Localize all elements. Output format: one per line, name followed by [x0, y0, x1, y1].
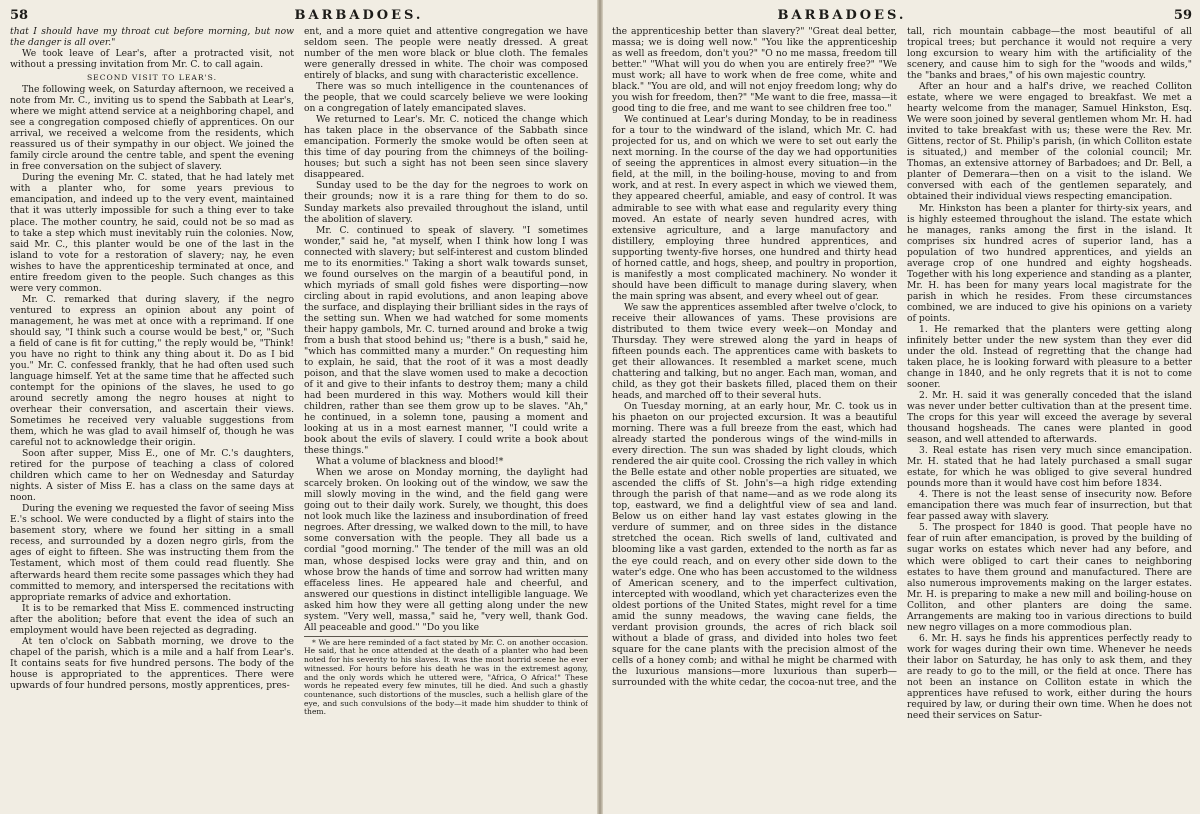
paragraph: Mr. C. remarked that during slavery, if the negro ventured to express an opinion about any point of management, he was met at once with a reprimand. If one should say, "I think such a course would be best," or, "Such a field of cane is fit for cutting," the reply would be, "Think! you have no right to think any thing about it. Do as I bid you." Mr. C. confessed frankly, that he had often used such language himself. Yet at the same time that he affected such contempt for the opinions of the slaves, he used to go around secretly among the negro houses at night to overhear their conversation, and ascertain their views. Sometimes he received very valuable suggestions from them, which he was glad to avail himself of, though he was careful not to acknowledge their origin. — [10, 293, 294, 449]
running-title: BARBADOES. — [294, 8, 424, 23]
paragraph: When we arose on Monday morning, the daylight had scarcely broken. On looking out of the window, we saw the mill slowly moving in the wind, and the field gang were going out to their daily work. Surely, we thought, this does not look much like the laziness and insubordination of freed negroes. After dressing, we walked down to the mill, to have some conversation with the people. They all bade us a cordial "good morning." The tender of the mill was an old man, whose despised locks were gray and thin, and on whose brow the hands of time and sorrow had written many effaceless lines. He appeared hale and cheerful, and answered our questions in distinct intelligible language. We asked him how they were all getting along under the new system. "Very well, massa," said he, "very well, thank God. All peaceable and good." "Do you like — [304, 467, 588, 633]
paragraph: that I should have my throat cut before morning, but now the danger is all over." — [10, 26, 294, 49]
paragraph: 6. Mr. H. says he finds his apprentices perfectly ready to work for wages during their own time. Whenever he needs their labor on Saturday, he has only to ask them, and they are ready to go to the mill, or the field at once. There has not been an instance on Colliton estate in which the apprentices have refused to work, either during the hours required by law, or during their own time. When he does not need their services on Satur- — [907, 632, 1192, 721]
paragraph: Soon after supper, Miss E., one of Mr. C.'s daughters, retired for the purpose of teaching a class of colored children which came to her on Wednesday and Saturday nights. A sister of Miss E. has a class on the same days at noon. — [10, 448, 294, 504]
column-1 — [10, 26, 294, 812]
paragraph: During the evening Mr. C. stated, that he had lately met with a planter who, for some years previous to emancipation, and indeed up to the very event, maintained that it was utterly impossible for such a thing ever to take place. The mother country, he said, could not be so mad as to take a step which must inevitably ruin the colonies. Now, said Mr. C., this planter would be one of the last in the island to vote for a restoration of slavery; nay, he even wishes to have the apprenticeship terminated at once, and entire freedom given to the people. Such changes as this were very common. — [10, 172, 294, 294]
running-head — [10, 6, 588, 24]
running-title: BARBADOES. — [777, 8, 907, 23]
column-2 — [304, 26, 588, 812]
footnote — [304, 636, 588, 717]
column-2 — [907, 26, 1192, 812]
paragraph: the apprenticeship better than slavery?" "Great deal better, massa; we is doing well now." "You like the apprenticeship as well as freedom, don't you?" "O no me massa, freedom till better." "What will you do when you are entirely free?" "We must work; all have to work when de free come, white and black." "You are old, and will not enjoy freedom long; why do you wish for freedom, then?" "Me want to die free, massa—it good ting to die free, and me want to see children free too." — [612, 26, 897, 115]
text-columns — [10, 26, 588, 812]
paragraph: At ten o'clock on Sabbath morning, we drove to the chapel of the parish, which is a mile and a half from Lear's. It contains seats for five hundred persons. The body of the house is appropriated to the apprentices. There were upwards of four hundred persons, mostly apprentices, pres- — [10, 635, 294, 691]
paragraph: 3. Real estate has risen very much since emancipation. Mr. H. stated that he had lately purchased a small sugar estate, for which he was obliged to give several hundred pounds more than it would have cost him before 1834. — [907, 445, 1192, 490]
paragraph: On Tuesday morning, at an early hour, Mr. C. took us in his phaeton on our projected excursion. It was a beautiful morning. There was a full breeze from the east, which had already started the ponderous wings of the wind-mills in every direction. The sun was shaded by light clouds, which rendered the air quite cool. Crossing the rich valley in which the Belle estate and other noble properties are situated, we ascended the cliffs of St. John's—a high ridge extending through the parish of that name—and as we rode along its top, eastward, we find a delightful view of sea and land. Below us on either hand lay vast estates glowing in the verdure of summer, and on three sides in the distance stretched the ocean. Rich swells of land, cultivated and blooming like a vast garden, extended to the north as far as the eye could reach, and on every other side down to the water's edge. One who has been accustomed to the wildness of American scenery, and to the imperfect cultivation, intercepted with woodland, which yet characterizes even the oldest portions of the United States, might revel for a time amid the sunny meadows, the waving cane fields, the verdant provision grounds, the acres of rich black soil without a blade of grass, and divided into holes two feet square for the cane plants with the precision almost of the cells of a honey comb; and withal he might be charmed with the luxurious mansions—more luxurious than superb—surrounded with the white cedar, the cocoa-nut tree, and the — [612, 401, 897, 688]
paragraph: It is to be remarked that Miss E. commenced instructing after the abolition; before that event the idea of such an employment would have been rejected as degrading. — [10, 602, 294, 636]
text-columns — [612, 26, 1192, 812]
paragraph: After an hour and a half's drive, we reached Colliton estate, where we were engaged to breakfast. We met a hearty welcome from the manager, Samuel Hinkston, Esq. We were soon joined by several gentlemen whom Mr. H. had invited to take breakfast with us; these were the Rev. Mr. Gittens, rector of St. Philip's parish, (in which Colliton estate is situated,) and member of the colonial council; Mr. Thomas, an extensive attorney of Barbadoes; and Dr. Bell, a planter of Demerara—then on a visit to the island. We conversed with each of the gentlemen separately, and obtained their individual views respecting emancipation. — [907, 81, 1192, 203]
paragraph: 1. He remarked that the planters were getting along infinitely better under the new system than they ever did under the old. Instead of regretting that the change had taken place, he is looking forward with pleasure to a better change in 1840, and he only regrets that it is not to come sooner. — [907, 323, 1192, 390]
paragraph: 5. The prospect for 1840 is good. That people have no fear of ruin after emancipation, is proved by the building of sugar works on estates which never had any before, and which were obliged to cart their canes to neighboring estates to have them ground and manufactured. There are also numerous improvements making on the larger estates. Mr. H. is preparing to make a new mill and boiling-house on Colliton, and other planters are doing the same. Arrangements are making too in various directions to build new negro villages on a more commodious plan. — [907, 522, 1192, 633]
paragraph: We saw the apprentices assembled after twelve o'clock, to receive their allowances of yams. These provisions are distributed to them twice every week—on Monday and Thursday. They were strewed along the yard in heaps of fifteen pounds each. The apprentices came with baskets to get their allowances. It resembled a market scene, much chattering and talking, but no anger. Each man, woman, and child, as they got their baskets filled, placed them on their heads, and marched off to their several huts. — [612, 301, 897, 402]
paragraph: 4. There is not the least sense of insecurity now. Before emancipation there was much fear of insurrection, but that fear passed away with slavery. — [907, 489, 1192, 523]
paragraph: We returned to Lear's. Mr. C. noticed the change which has taken place in the observance of the Sabbath since emancipation. Formerly the smoke would be often seen at this time of day pouring from the chimneys of the boiling-houses; but such a sight has not been seen since slavery disappeared. — [304, 114, 588, 181]
column-1 — [612, 26, 897, 812]
section-heading: SECOND VISIT TO LEAR'S. — [86, 73, 218, 83]
paragraph: 2. Mr. H. said it was generally conceded that the island was never under better cultivation than at the present time. The crops for this year will exceed the average by several thousand hogsheads. The canes were planted in good season, and well attended to afterwards. — [907, 390, 1192, 446]
paragraph: ent, and a more quiet and attentive congregation we have seldom seen. The people were neatly dressed. A great number of the men wore black or blue cloth. The females were generally dressed in white. The choir was composed entirely of blacks, and sung with characteristic excellence. — [304, 26, 588, 82]
paragraph: The following week, on Saturday afternoon, we received a note from Mr. C., inviting us to spend the Sabbath at Lear's, where we might attend service at a neighboring chapel, and see a congregation composed chiefly of apprentices. On our arrival, we received a welcome from the residents, which reassured us of their sympathy in our object. We joined the family circle around the centre table, and spent the evening in free conversation on the subject of slavery. — [10, 84, 294, 173]
paragraph: Mr. Hinkston has been a planter for thirty-six years, and is highly esteemed throughout the island. The estate which he manages, ranks among the first in the island. It comprises six hundred acres of superior land, has a population of two hundred apprentices, and yields an average crop of one hundred and eighty hogsheads. Together with his long experience and standing as a planter, Mr. H. has been for many years local magistrate for the parish in which he resides. From these circumstances combined, we are induced to give his opinions on a variety of points. — [907, 202, 1192, 324]
page-number: 58 — [10, 8, 29, 23]
paragraph: We continued at Lear's during Monday, to be in readiness for a tour to the windward of the island, which Mr. C. had projected for us, and on which we were to set out early the next morning. In the course of the day we had opportunities of seeing the apprentices in almost every situation—in the field, at the mill, in the boiling-house, moving to and from work, and at rest. In every aspect in which we viewed them, they appeared cheerful, amiable, and easy of control. It was admirable to see with what ease and regularity every thing moved. An estate of nearly seven hundred acres, with extensive agriculture, and a large manufactory and distillery, employing three hundred apprentices, and supporting twenty-five horses, one hundred and thirty head of horned cattle, and hogs, sheep, and poultry in proportion, is manifestly a most complicated machinery. No wonder it should have been difficult to manage during slavery, when the main spring was absent, and every wheel out of gear. — [612, 114, 897, 302]
paragraph: Sunday used to be the day for the negroes to work on their grounds; now it is a rare thing for them to do so. Sunday markets also prevailed throughout the island, until the abolition of slavery. — [304, 180, 588, 225]
page-number: 59 — [1173, 8, 1192, 23]
paragraph: During the evening we requested the favor of seeing Miss E.'s school. We were conducted by a flight of stairs into the basement story, where we found her sitting in a small recess, and surrounded by a dozen negro girls, from the ages of eight to fifteen. She was instructing them from the Testament, which most of them could read fluently. She afterwards heard them recite some passages which they had committed to memory, and interspersed the recitations with appropriate remarks of advice and exhortation. — [10, 503, 294, 603]
book-gutter — [597, 0, 603, 814]
paragraph: tall, rich mountain cabbage—the most beautiful of all tropical trees; but perchance it would not require a very long excursion to weary him with the artificiality of the scenery, and cause him to sigh for the "woods and wilds," the "banks and braes," of his own majestic country. — [907, 26, 1192, 82]
footnote-text: * We are here reminded of a fact stated by Mr. C. on another occasion. He said, that he once attended at the death of a planter who had been noted for his severity to his slaves. It was the most horrid scene he ever witnessed. For hours before his death he was in the extremest agony, and the only words which he uttered were, "Africa, O Africa!" These words he repeated every few minutes, till he died. And such a ghastly countenance, such distortions of the muscles, such a hellish glare of the eye, and such convulsions of the body—it made him shudder to think of them. — [304, 637, 588, 717]
paragraph: There was so much intelligence in the countenances of the people, that we could scarcely believe we were looking on a congregation of lately emancipated slaves. — [304, 81, 588, 115]
left-page — [10, 6, 588, 810]
running-head — [612, 6, 1192, 24]
paragraph: We took leave of Lear's, after a protracted visit, not without a pressing invitation from Mr. C. to call again. — [10, 48, 294, 71]
paragraph: What a volume of blackness and blood!* — [316, 456, 504, 468]
paragraph: Mr. C. continued to speak of slavery. "I sometimes wonder," said he, "at myself, when I think how long I was connected with slavery; but self-interest and custom blinded me to its enormities." Taking a short walk towards sunset, we found ourselves on the margin of a beautiful pond, in which myriads of small gold fishes were disporting—now circling about in rapid evolutions, and anon leaping above the surface, and displaying their brilliant sides in the rays of the setting sun. When we had watched for some moments their happy gambols, Mr. C. turned around and broke a twig from a bush that stood behind us; "there is a bush," said he, "which has committed many a murder." On requesting him to explain, he said, that the root of it was a most deadly poison, and that the slave women used to make a decoction of it and give to their infants to destroy them; many a child had been murdered in this way. Mothers would kill their children, rather than see them grow up to be slaves. "Ah," he continued, in a solemn tone, pausing a moment and looking at us in a most earnest manner, "I could write a book about the evils of slavery. I could write a book about these things." — [304, 224, 588, 457]
right-page — [612, 6, 1192, 810]
